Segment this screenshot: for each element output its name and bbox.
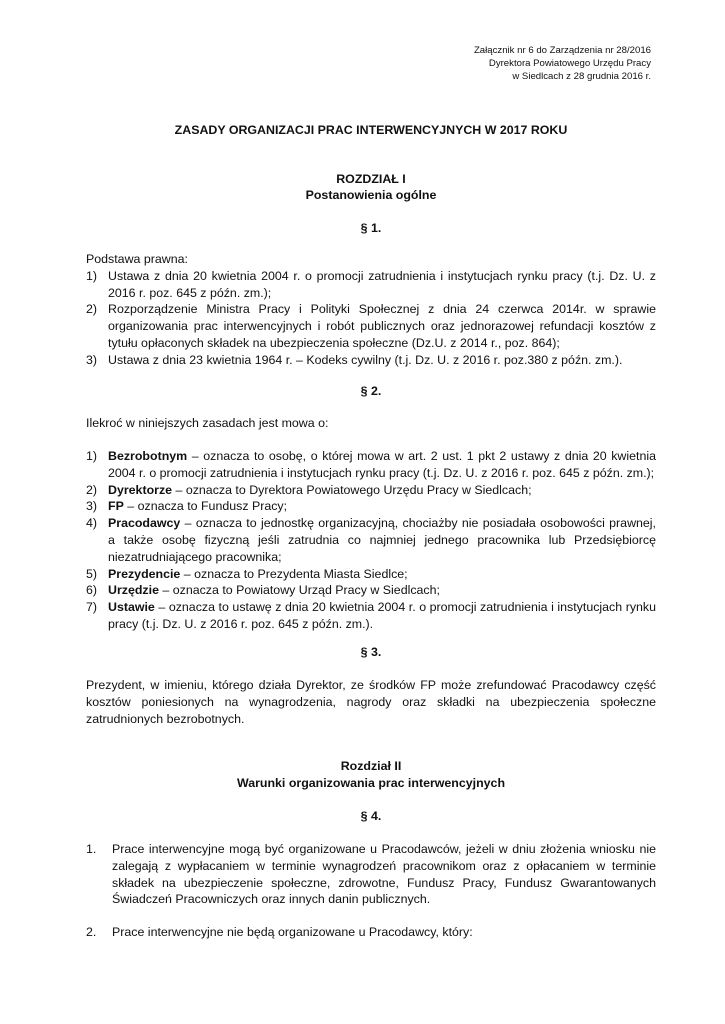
section-1-body (86, 251, 656, 369)
definition-item: 2) Dyrektorze – oznacza to Dyrektora Powiatowego Urzędu Pracy w Siedlcach; (86, 482, 532, 497)
legal-basis-item: 3) Ustawa z dnia 23 kwietnia 1964 r. – Kodeks cywilny (t.j. Dz. U. z 2016 r. poz.380 z późn. zm.). (86, 352, 623, 367)
definition-item: 4) Pracodawcy – oznacza to jednostkę organizacyjną, chociażby nie posiadała osobowości prawnej, a także osobę fizyczną jeśli zatrudnia co najmniej jednego pracownika lub Przedsiębiorcę niezatrudniającego pracownika; (86, 516, 656, 564)
condition-item: 2. Prace interwencyjne nie będą organizowane u Pracodawcy, który: (86, 925, 473, 940)
annex-line-3: w Siedlcach z 28 grudnia 2016 r. (512, 71, 651, 83)
section-4-list (86, 841, 656, 941)
chapter-2-subheading: Warunki organizowania prac interwencyjnych (236, 776, 506, 790)
definition-item: 6) Urzędzie – oznacza to Powiatowy Urząd Pracy w Siedlcach; (86, 583, 440, 598)
legal-basis-item: 2) Rozporządzenie Ministra Pracy i Polityki Społecznej z dnia 24 czerwca 2014r. w sprawie organizowania prac interwencyjnych i robót publicznych oraz jednorazowej refundacji kosztów z tytułu opłaconych składek na ubezpieczenia społeczne (Dz.U. z 2014 r., poz. 864); (86, 302, 656, 350)
section-2-mark: § 2. (360, 384, 382, 398)
annex-line-2: Dyrektora Powiatowego Urzędu Pracy (488, 58, 651, 70)
chapter-1-heading: ROZDZIAŁ I (336, 172, 406, 186)
section-3-text: Prezydent, w imieniu, którego działa Dyrektor, ze środków FP może zrefundować Pracodawcy część kosztów poniesionych na wynagrodzenia, nagrody oraz składki na ubezpieczenia społeczne zatrudnionych bezrobotnych. (86, 678, 656, 726)
annex-line-1: Załącznik nr 6 do Zarządzenia nr 28/2016 (473, 45, 651, 56)
document-title: ZASADY ORGANIZACJI PRAC INTERWENCYJNYCH W 2017 ROKU (174, 123, 568, 137)
chapter-1-subheading: Postanowienia ogólne (305, 188, 437, 202)
chapter-2-heading: Rozdział II (340, 759, 402, 773)
section-1-mark: § 1. (360, 221, 382, 235)
section-2-intro: Ilekroć w niniejszych zasadach jest mowa o: (86, 416, 329, 430)
definitions-list (86, 448, 656, 633)
section-3-mark: § 3. (360, 645, 382, 659)
definition-item: 7) Ustawie – oznacza to ustawę z dnia 20 kwietnia 2004 r. o promocji zatrudnienia i instytucjach rynku pracy (t.j. Dz. U. z 2016 r. poz. 645 z późn. zm.). (86, 600, 656, 631)
section-4-mark: § 4. (360, 809, 382, 823)
section-1-intro: Podstawa prawna: (86, 252, 188, 266)
definition-item: 5) Prezydencie – oznacza to Prezydenta Miasta Siedlce; (86, 566, 408, 581)
condition-item: 1. Prace interwencyjne mogą być organizowane u Pracodawców, jeżeli w dniu złożenia wniosku nie zalegają z wypłacaniem w terminie wynagrodzeń pracownikom oraz z opłacaniem w terminie składek na ubezpieczenie społeczne, zdrowotne, Fundusz Pracy, Fundusz Gwarantowanych Świadczeń Pracowniczych oraz innych danin publicznych. (86, 842, 656, 907)
definition-item: 1) Bezrobotnym – oznacza to osobę, o której mowa w art. 2 ust. 1 pkt 2 ustawy z dnia 20 kwietnia 2004 r. o promocji zatrudnienia i instytucjach rynku pracy (t.j. Dz. U. z 2016 r. poz. 645 z późn. zm.); (86, 449, 656, 480)
annex-note (474, 44, 651, 84)
legal-basis-item: 1) Ustawa z dnia 20 kwietnia 2004 r. o promocji zatrudnienia i instytucjach rynku pracy (t.j. Dz. U. z 2016 r. poz. 645 z późn. zm.); (86, 268, 656, 300)
definition-item: 3) FP – oznacza to Fundusz Pracy; (86, 499, 288, 514)
